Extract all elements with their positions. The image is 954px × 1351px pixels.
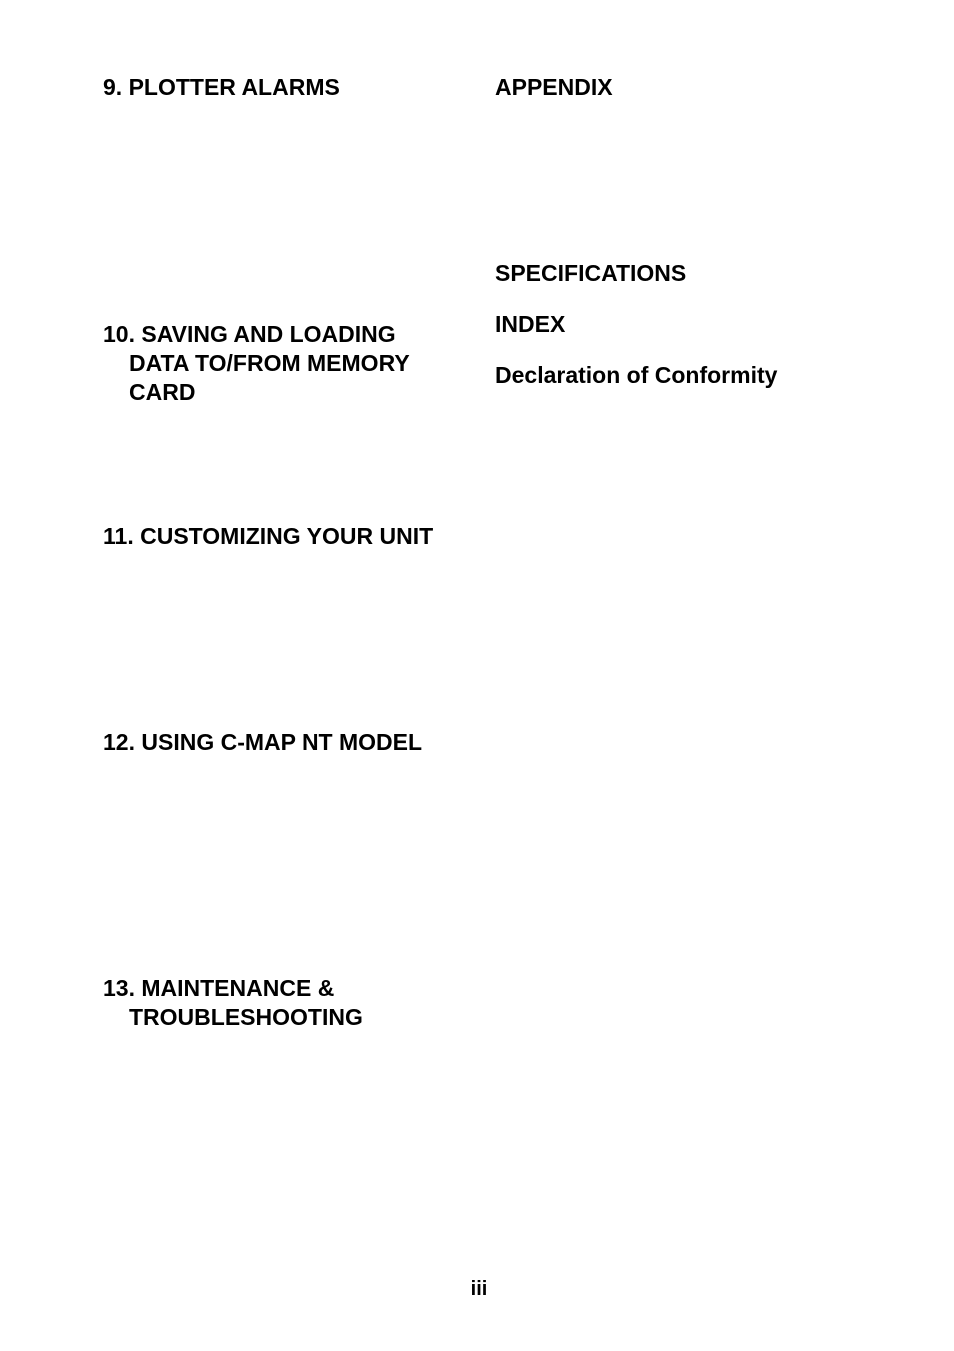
section-9-title: 9. PLOTTER ALARMS [103,74,340,100]
appendix-heading: APPENDIX [495,74,613,100]
index-heading: INDEX [495,311,566,337]
section-10-title-line-3: CARD [129,379,196,405]
section-10-title-line-2: DATA TO/FROM MEMORY [129,350,410,376]
section-13-heading [103,974,363,1032]
section-11-title: 11. CUSTOMIZING YOUR UNIT [103,523,434,549]
declaration-heading: Declaration of Conformity [495,362,778,388]
section-13-title-line-1: 13. MAINTENANCE & [103,975,335,1001]
section-13-title-line-2: TROUBLESHOOTING [129,1004,363,1030]
section-10-title-line-1: 10. SAVING AND LOADING [103,321,396,347]
specifications-heading: SPECIFICATIONS [495,260,687,286]
section-10-heading [103,320,410,407]
section-12-heading [103,728,422,757]
section-9-heading [103,73,340,102]
section-12-title: 12. USING C-MAP NT MODEL [103,729,423,755]
section-11-heading [103,522,433,551]
page-number: iii [470,1278,488,1300]
